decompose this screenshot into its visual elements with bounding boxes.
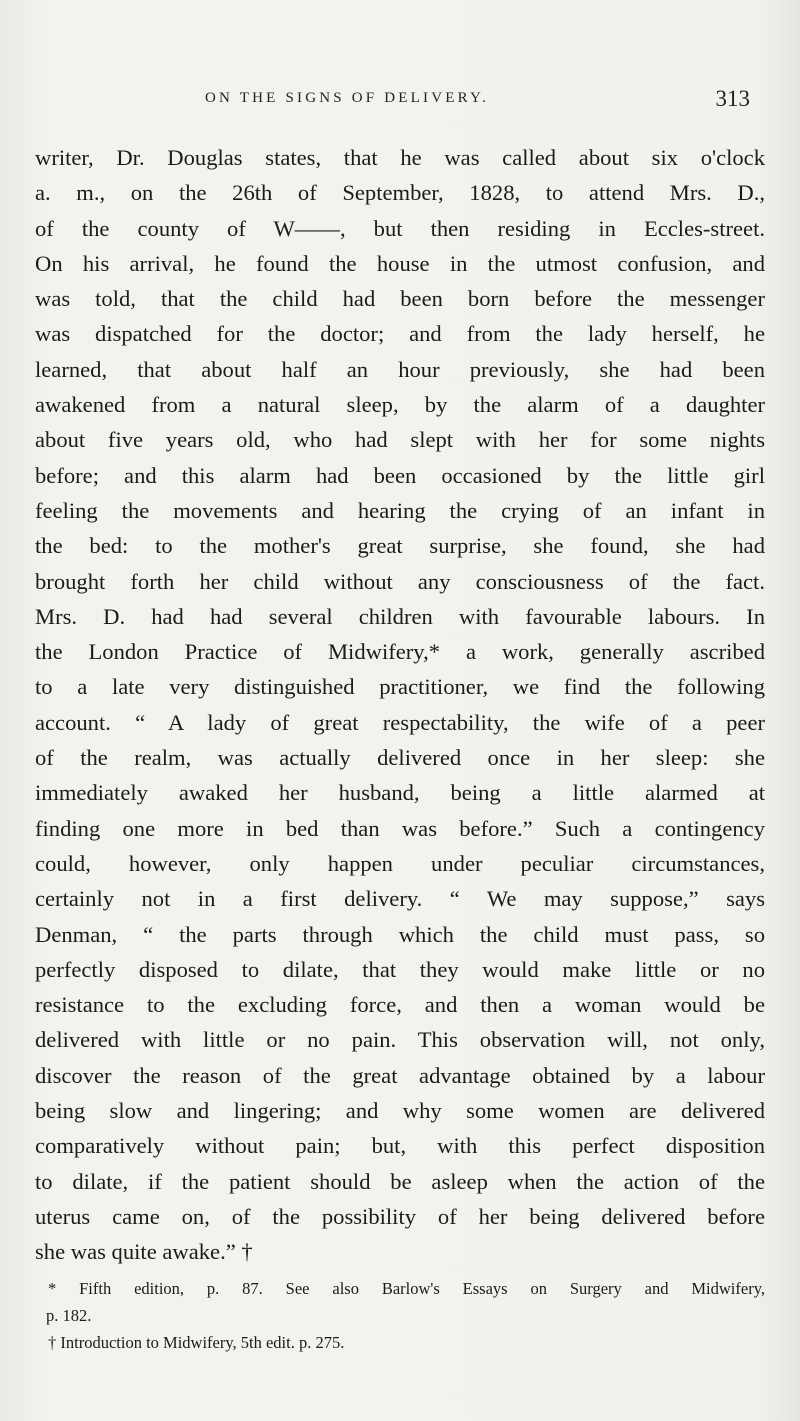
text-line: to a late very distinguished practitioner, we find the following — [35, 674, 765, 700]
text-line: about five years old, who had slept with her for some nights — [35, 427, 765, 453]
text-line: could, however, only happen under peculiar circumstances, — [35, 850, 765, 876]
text-line: delivered with little or no pain. This observation will, not only, — [35, 1027, 765, 1053]
text-line: before; and this alarm had been occasioned by the little girl — [35, 462, 765, 488]
text-line: writer, Dr. Douglas states, that he was called about six o'clock — [35, 145, 765, 170]
text-line: of the realm, was actually delivered once in her sleep: she — [35, 745, 765, 771]
text-line: comparatively without pain; but, with this perfect disposition — [35, 1133, 765, 1159]
footnotes — [48, 1275, 765, 1356]
text-line: immediately awaked her husband, being a little alarmed at — [35, 780, 765, 806]
text-line: was dispatched for the doctor; and from the lady herself, he — [35, 321, 765, 347]
text-line: Mrs. D. had had several children with favourable labours. In — [35, 603, 765, 629]
footnote-1-line-2: p. 182. — [46, 1306, 92, 1325]
page-header — [0, 86, 800, 116]
body-text — [35, 140, 765, 1270]
text-line: learned, that about half an hour previously, she had been — [35, 356, 765, 382]
text-line: account. “ A lady of great respectability, the wife of a peer — [35, 709, 765, 735]
text-line: uterus came on, of the possibility of her being delivered before — [35, 1203, 765, 1229]
text-line: certainly not in a first delivery. “ We may suppose,” says — [35, 886, 765, 912]
text-line: a. m., on the 26th of September, 1828, to attend Mrs. D., — [35, 180, 765, 206]
page-number: 313 — [715, 86, 750, 111]
footnote-1-line-1: * Fifth edition, p. 87. See also Barlow's Essays on Surgery and Midwifery, — [48, 1279, 765, 1298]
text-line: discover the reason of the great advantage obtained by a labour — [35, 1062, 765, 1088]
text-line: of the county of W——, but then residing in Eccles-street. — [35, 215, 765, 241]
text-line: awakened from a natural sleep, by the alarm of a daughter — [35, 392, 765, 418]
text-line: was told, that the child had been born before the messenger — [35, 286, 765, 312]
text-line: the London Practice of Midwifery,* a work, generally ascribed — [35, 639, 765, 665]
text-line: resistance to the excluding force, and then a woman would be — [35, 992, 765, 1018]
text-line: perfectly disposed to dilate, that they would make little or no — [35, 956, 765, 982]
text-line: brought forth her child without any consciousness of the fact. — [35, 568, 765, 594]
text-line: Denman, “ the parts through which the child must pass, so — [35, 921, 765, 947]
text-line: finding one more in bed than was before.” Such a contingency — [35, 815, 765, 841]
text-line: being slow and lingering; and why some women are delivered — [35, 1098, 765, 1124]
text-line: feeling the movements and hearing the crying of an infant in — [35, 497, 765, 523]
text-line: the bed: to the mother's great surprise, she found, she had — [35, 533, 765, 559]
running-head: ON THE SIGNS OF DELIVERY. — [205, 90, 490, 106]
text-line: to dilate, if the patient should be asleep when the action of the — [35, 1168, 765, 1194]
text-line: she was quite awake.” † — [35, 1239, 253, 1265]
footnote-2: † Introduction to Midwifery, 5th edit. p. 275. — [48, 1333, 345, 1352]
text-line: On his arrival, he found the house in the utmost confusion, and — [35, 250, 765, 276]
